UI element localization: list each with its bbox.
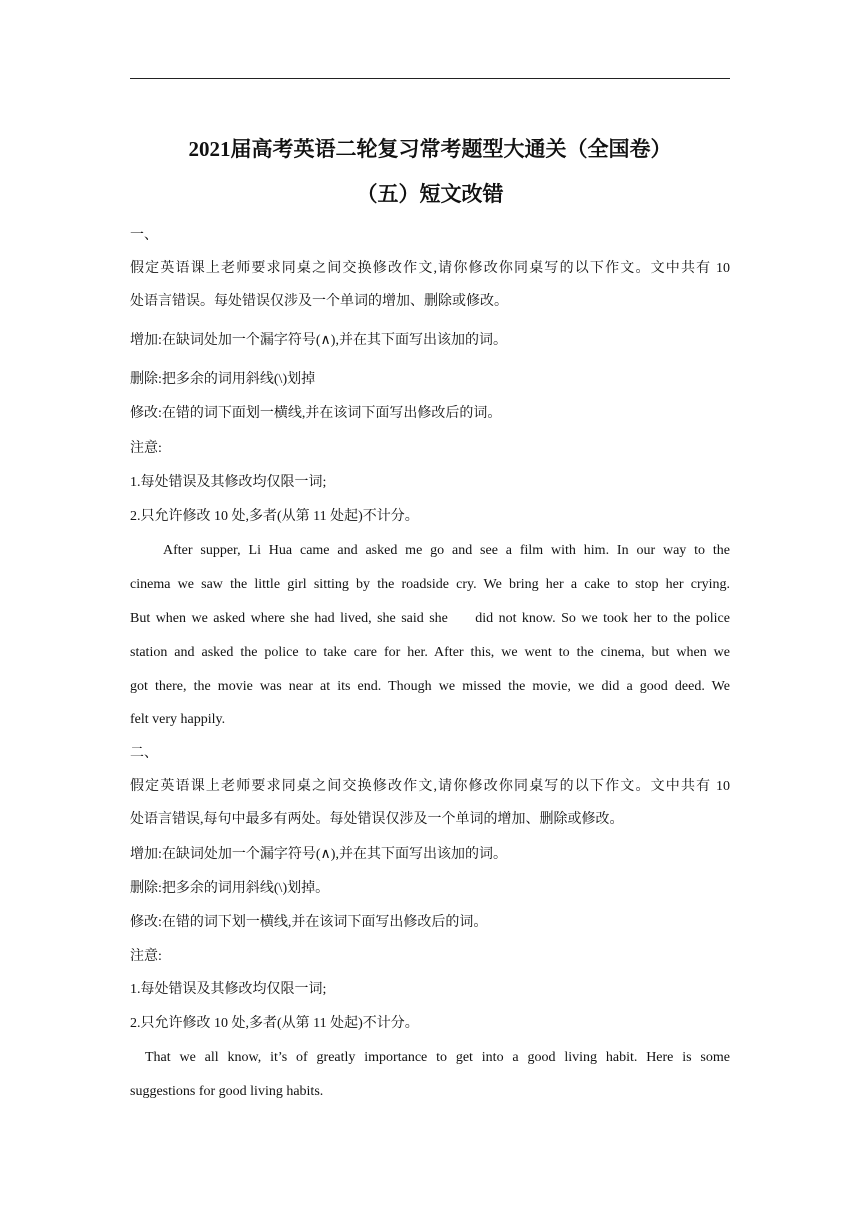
section1-instruction-line2: 处语言错误。每处错误仅涉及一个单词的增加、删除或修改。: [130, 294, 508, 309]
document-subtitle: （五）短文改错: [356, 182, 504, 206]
section1-modify-rule: 修改:在错的词下面划一横线,并在该词下面写出修改后的词。: [130, 406, 502, 421]
section1-add-rule: 增加:在缺词处加一个漏字符号(∧),并在其下面写出该加的词。: [130, 333, 507, 348]
section1-note2: 2.只允许修改 10 处,多者(从第 11 处起)不计分。: [130, 509, 419, 524]
section1-heading: 一、: [130, 228, 158, 243]
section2-note-label: 注意:: [130, 949, 162, 964]
section2-delete-rule: 删除:把多余的词用斜线(\)划掉。: [130, 881, 330, 896]
section1-note1: 1.每处错误及其修改均仅限一词;: [130, 475, 327, 490]
section2-instruction-line1: 假定英语课上老师要求同桌之间交换修改作文,请你修改你同桌写的以下作文。文中共有 10: [130, 779, 730, 794]
section1-passage-line: cinema we saw the little girl sitting by the roadside cry. We bring her a cake to stop her crying.: [130, 577, 730, 592]
section2-passage-line: That we all know, it’s of greatly importance to get into a good living habit. Here is some: [145, 1050, 730, 1065]
section1-passage-line: After supper, Li Hua came and asked me go and see a film with him. In our way to the: [163, 543, 730, 558]
section2-passage-line: suggestions for good living habits.: [130, 1084, 324, 1099]
section2-add-rule: 增加:在缺词处加一个漏字符号(∧),并在其下面写出该加的词。: [130, 847, 507, 862]
section1-passage-line: got there, the movie was near at its end. Though we missed the movie, we did a good deed. We: [130, 679, 730, 694]
section2-modify-rule: 修改:在错的词下划一横线,并在该词下面写出修改后的词。: [130, 915, 488, 930]
section1-note-label: 注意:: [130, 441, 162, 456]
header-rule: [130, 78, 730, 79]
section1-instruction-line1: 假定英语课上老师要求同桌之间交换修改作文,请你修改你同桌写的以下作文。文中共有 10: [130, 261, 730, 276]
section1-delete-rule: 删除:把多余的词用斜线(\)划掉: [130, 372, 316, 387]
document-title: 2021届高考英语二轮复习常考题型大通关（全国卷）: [188, 137, 672, 161]
section2-instruction-line2: 处语言错误,每句中最多有两处。每处错误仅涉及一个单词的增加、删除或修改。: [130, 812, 624, 827]
section1-passage-line: station and asked the police to take care for her. After this, we went to the cinema, but when we: [130, 645, 730, 660]
section1-passage-line: But when we asked where she had lived, she said she did not know. So we took her to the police: [130, 611, 730, 626]
section2-note2: 2.只允许修改 10 处,多者(从第 11 处起)不计分。: [130, 1016, 419, 1031]
section2-note1: 1.每处错误及其修改均仅限一词;: [130, 982, 327, 997]
section2-heading: 二、: [130, 746, 158, 761]
section1-passage-line: felt very happily.: [130, 712, 226, 727]
